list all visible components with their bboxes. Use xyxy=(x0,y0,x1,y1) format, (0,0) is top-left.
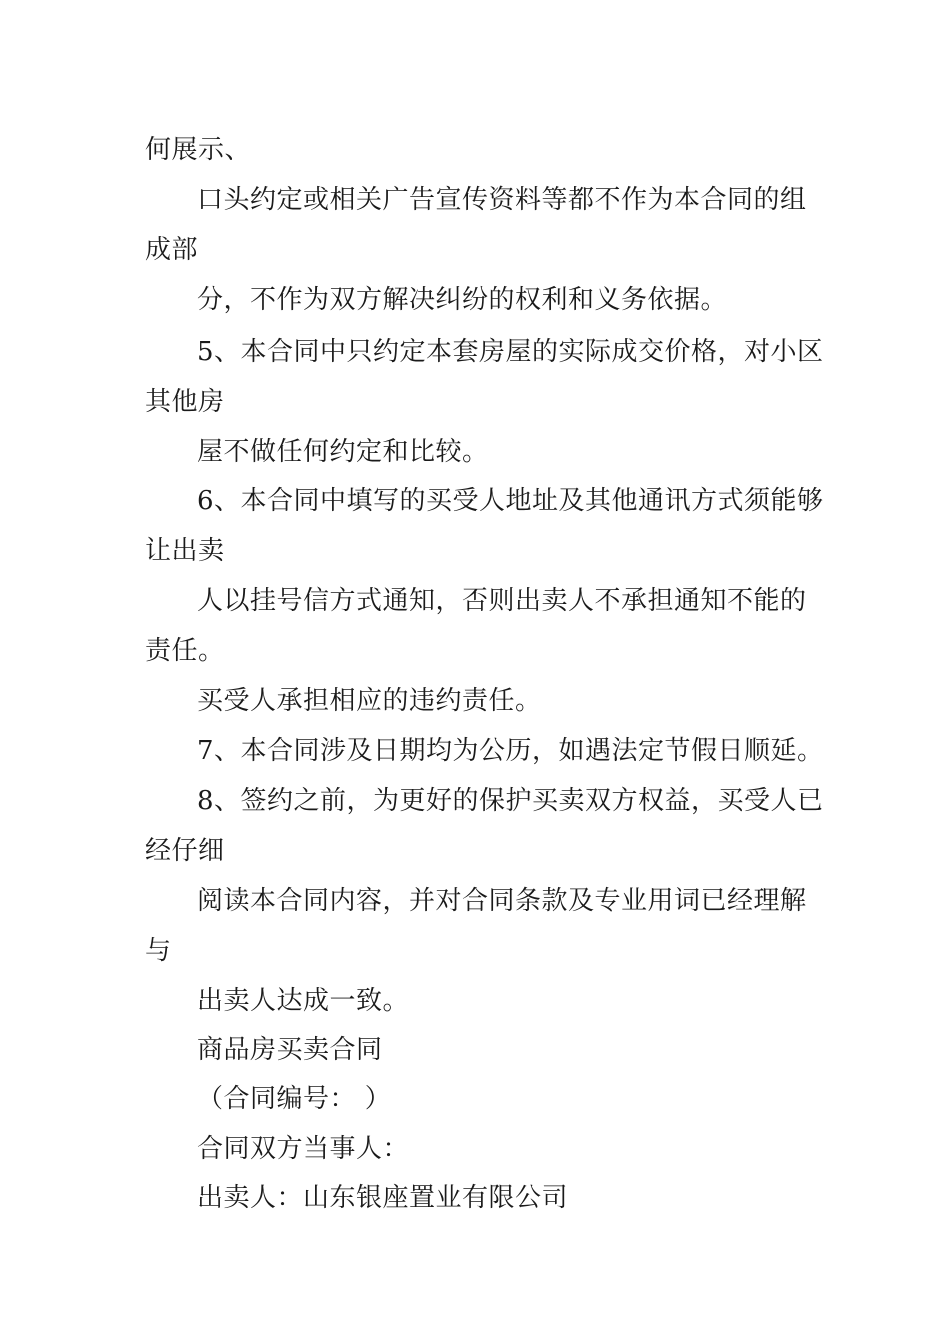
text-line: 出卖人达成一致。 xyxy=(197,986,410,1016)
text-line: 阅读本合同内容，并对合同条款及专业用词已经理解 xyxy=(197,886,807,916)
text-line: 人以挂号信方式通知，否则出卖人不承担通知不能的 xyxy=(197,586,807,616)
seller-line: 出卖人：山东银座置业有限公司 xyxy=(197,1183,569,1213)
text-line: 分，不作为双方解决纠纷的权利和义务依据。 xyxy=(197,285,728,315)
text-line: 7、本合同涉及日期均为公历，如遇法定节假日顺延。 xyxy=(197,736,824,766)
text-line: 何展示、 xyxy=(145,135,252,165)
text-line: 买受人承担相应的违约责任。 xyxy=(197,686,542,716)
text-line: 其他房 xyxy=(145,387,225,417)
text-line: 与 xyxy=(145,936,172,966)
contract-number-line: （合同编号： ） xyxy=(197,1084,392,1114)
text-line: 6、本合同中填写的买受人地址及其他通讯方式须能够 xyxy=(197,486,824,516)
text-line: 口头约定或相关广告宣传资料等都不作为本合同的组 xyxy=(197,185,807,215)
text-line: 8、签约之前，为更好的保护买卖双方权益，买受人已 xyxy=(197,786,824,816)
text-line: 经仔细 xyxy=(145,836,225,866)
text-line: 5、本合同中只约定本套房屋的实际成交价格，对小区 xyxy=(197,337,824,367)
document-heading: 商品房买卖合同 xyxy=(197,1035,383,1065)
text-line: 让出卖 xyxy=(145,536,225,566)
text-line: 成部 xyxy=(145,235,199,265)
text-line: 责任。 xyxy=(145,636,225,666)
text-line: 屋不做任何约定和比较。 xyxy=(197,437,489,467)
parties-heading: 合同双方当事人： xyxy=(197,1134,410,1164)
